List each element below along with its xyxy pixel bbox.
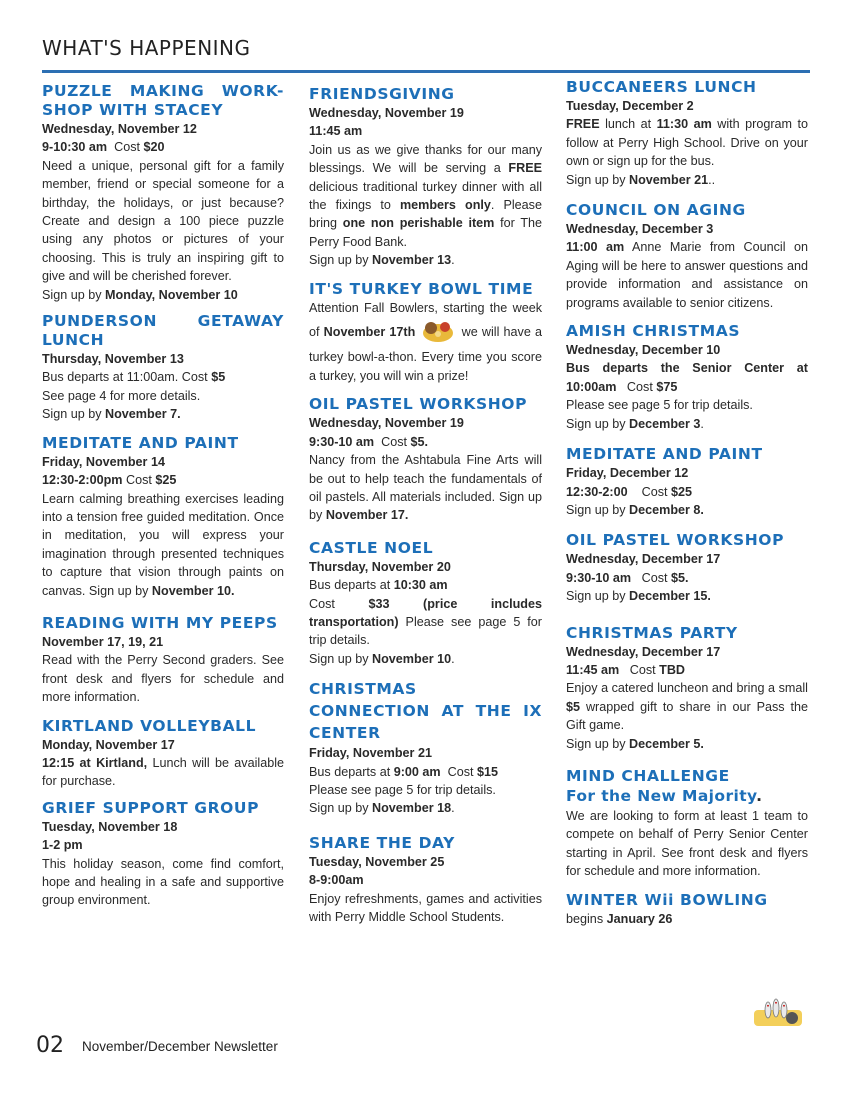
event-date: Wednesday, November 19 xyxy=(309,106,464,120)
event-date: Monday, November 17 xyxy=(42,737,175,752)
event-date: Wednesday, December 3 xyxy=(566,222,714,237)
event-description: Learn calming breathing exercises leading into a tension free guided meditation. Once in meditation, you will express your imagination through presented techniques to capture that vision through paints on canvas. Sign up by November 10. xyxy=(42,491,284,598)
event-date: November 17, 19, 21 xyxy=(42,634,164,649)
event-kirtland-volleyball xyxy=(42,717,284,791)
event-signup: Sign up by Monday, November 10 xyxy=(42,287,238,302)
event-date: Tuesday, November 25 xyxy=(309,854,445,869)
event-begins: begins January 26 xyxy=(566,911,673,926)
event-description: Need a unique, personal gift for a family member, friend or special someone for a birthday, the holidays, or just because? Create and design a 100 piece puzzle using any photos or pictures of your choosing. This is truly an inspiring gift to give and will be cherished forever. xyxy=(42,158,284,284)
event-date: Thursday, November 20 xyxy=(309,559,451,574)
event-time: 1-2 pm xyxy=(42,838,83,853)
event-signup: Sign up by December 15. xyxy=(566,589,711,604)
event-departure: Bus departs at 10:30 am xyxy=(309,578,448,593)
page-title: WHAT'S HAPPENING xyxy=(42,36,251,60)
event-date: Wednesday, December 17 xyxy=(566,552,721,567)
event-departure-cost: Bus departs the Senior Center at 10:00am Cost $75 xyxy=(566,361,808,394)
event-description: We are looking to form at least 1 team to compete on behalf of Perry Senior Center starting in April. See front desk and flyers for schedule and more information. xyxy=(566,808,808,879)
event-title: MIND CHALLENGE xyxy=(566,766,730,785)
event-date: Wednesday, December 17 xyxy=(566,644,721,659)
event-subtitle: For the New Majority. xyxy=(566,786,763,805)
event-time-cost: 12:30-2:00pm Cost $25 xyxy=(42,473,177,488)
event-winter-wii-bowling xyxy=(566,891,808,928)
event-punderson-lunch xyxy=(42,312,284,424)
event-christmas-connection xyxy=(309,678,542,818)
event-description: Join us as we give thanks for our many blessings. We will be serving a FREE delicious traditional turkey dinner with all the fixings to members only. Please bring one non perishable item for The Perry Food Bank. xyxy=(309,142,543,249)
event-date: Wednesday, December 10 xyxy=(566,343,721,358)
event-title: CASTLE NOEL xyxy=(309,538,434,557)
page-number: 02 xyxy=(36,1033,64,1058)
event-date: Friday, November 14 xyxy=(42,454,165,469)
event-meditate-paint-december xyxy=(566,445,808,519)
event-description: FREE lunch at 11:30 am with program to follow at Perry High School. Drive on your own or sign up for the bus. xyxy=(566,117,808,169)
event-signup: Sign up by November 13. xyxy=(309,253,455,268)
event-date: Thursday, November 13 xyxy=(42,352,184,367)
event-puzzle-workshop xyxy=(42,82,284,304)
event-date: Friday, December 12 xyxy=(566,466,689,481)
event-title: OIL PASTEL WORKSHOP xyxy=(309,395,528,414)
event-time-cost: 12:30-2:00 Cost $25 xyxy=(566,484,693,499)
event-signup: Sign up by November 18. xyxy=(309,801,455,816)
event-description: Read with the Perry Second graders. See front desk and flyers for schedule and more information. xyxy=(42,653,284,705)
event-oil-pastel-december xyxy=(566,531,808,605)
bowling-pins-icon xyxy=(754,996,802,1076)
event-title: AMISH CHRISTMAS xyxy=(566,322,741,341)
column-left xyxy=(42,76,284,910)
event-signup: Sign up by December 8. xyxy=(566,502,704,517)
event-departure-cost: Bus departs at 9:00 am Cost $15 xyxy=(309,764,499,779)
event-description: Enjoy a catered luncheon and bring a small $5 wrapped gift to share in our Pass the Gift game. xyxy=(566,681,808,733)
event-meditate-paint xyxy=(42,434,284,600)
event-title: FRIENDSGIVING xyxy=(309,85,455,103)
event-signup: Sign up by November 7. xyxy=(42,407,181,422)
event-departure: Bus departs at 11:00am. Cost $5 xyxy=(42,370,226,385)
event-title: CHRISTMAS CONNECTION AT THE IX CENTER xyxy=(309,680,542,743)
event-time-cost: 9-10:30 am Cost $20 xyxy=(42,140,165,155)
event-signup: Sign up by December 5. xyxy=(566,736,704,751)
event-title: READING WITH MY PEEPS xyxy=(42,613,278,632)
event-title: SHARE THE DAY xyxy=(309,833,455,852)
event-christmas-party xyxy=(566,624,808,753)
event-date: Wednesday, November 12 xyxy=(42,122,197,136)
event-title: BUCCANEERS LUNCH xyxy=(566,78,757,96)
event-share-the-day xyxy=(309,834,542,927)
event-title: WINTER Wii BOWLING xyxy=(566,890,768,909)
event-title: PUNDERSON GETAWAY LUNCH xyxy=(42,312,284,350)
event-date: Friday, November 21 xyxy=(309,746,432,761)
column-middle xyxy=(309,76,542,926)
event-details: Please see page 5 for trip details. xyxy=(566,398,753,413)
newsletter-name: November/December Newsletter xyxy=(82,1039,278,1054)
event-description: This holiday season, come find comfort, hope and healing in a safe and supportive group environment. xyxy=(42,856,284,908)
event-description: Nancy from the Ashtabula Fine Arts will be out to help teach the fundamentals of oil pastels. All materials included. Sign up by November 17. xyxy=(309,453,542,523)
event-amish-christmas xyxy=(566,322,808,433)
event-grief-support xyxy=(42,799,284,910)
event-title: COUNCIL ON AGING xyxy=(566,201,746,220)
event-title: KIRTLAND VOLLEYBALL xyxy=(42,716,257,735)
event-title: IT'S TURKEY BOWL TIME xyxy=(309,279,534,298)
event-title: OIL PASTEL WORKSHOP xyxy=(566,531,785,550)
event-title: PUZZLE MAKING WORK-SHOP WITH STACEY xyxy=(42,82,284,119)
event-turkey-bowl xyxy=(309,280,542,386)
event-castle-noel xyxy=(309,539,542,668)
event-time-cost: 11:45 am Cost TBD xyxy=(566,662,686,677)
event-mind-challenge xyxy=(566,767,808,881)
event-signup: Sign up by November 21.. xyxy=(566,172,716,187)
event-cost: Cost $33 (price includes transportation) Please see page 5 for trip details. xyxy=(309,596,542,648)
event-oil-pastel xyxy=(309,395,542,524)
event-title: GRIEF SUPPORT GROUP xyxy=(42,798,260,817)
event-details: See page 4 for more details. xyxy=(42,388,201,403)
event-title: MEDITATE AND PAINT xyxy=(566,445,763,464)
event-reading-peeps xyxy=(42,614,284,707)
event-friendsgiving xyxy=(309,85,542,270)
event-date: Tuesday, December 2 xyxy=(566,99,694,113)
event-date: Tuesday, November 18 xyxy=(42,819,178,834)
column-right xyxy=(566,76,808,1076)
event-signup: Sign up by November 10. xyxy=(309,651,455,666)
event-time: 11:45 am xyxy=(309,124,363,139)
event-buccaneers-lunch xyxy=(566,78,808,189)
event-description: Enjoy refreshments, games and activities with Perry Middle School Students. xyxy=(309,891,542,924)
event-description: 11:00 am Anne Marie from Council on Aging will be here to answer questions and provide information and assistance on programs available to senior citizens. xyxy=(566,240,809,310)
turkey-bowling-icon xyxy=(419,317,457,348)
event-title: MEDITATE AND PAINT xyxy=(42,433,239,452)
event-time-cost: 9:30-10 am Cost $5. xyxy=(309,434,429,449)
event-title: CHRISTMAS PARTY xyxy=(566,623,738,642)
event-time: 8-9:00am xyxy=(309,873,364,888)
event-council-on-aging xyxy=(566,201,808,312)
event-time-cost: 9:30-10 am Cost $5. xyxy=(566,570,689,585)
event-date: Wednesday, November 19 xyxy=(309,416,464,431)
event-details: Please see page 5 for trip details. xyxy=(309,782,496,797)
event-signup: Sign up by December 3. xyxy=(566,416,704,431)
event-description: 12:15 at Kirtland, Lunch will be available for purchase. xyxy=(42,755,285,789)
event-description: Attention Fall Bowlers, starting the week of November 17th we will have a turkey bowl-a-thon. Every time you score a turkey, you will win a prize! xyxy=(309,300,542,383)
title-rule xyxy=(42,70,810,73)
